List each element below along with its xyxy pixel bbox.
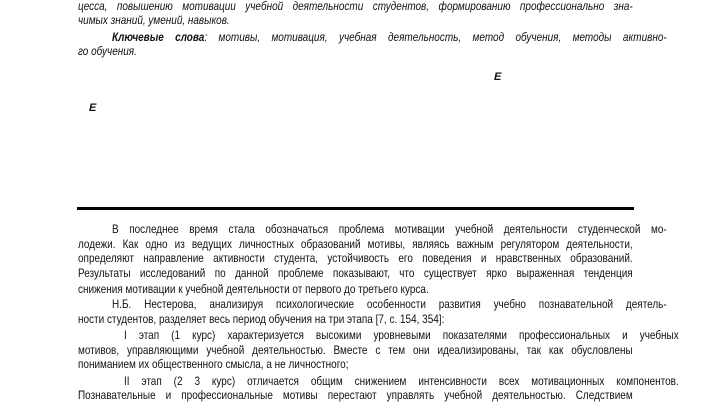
paragraph-line: Н.Б. Нестерова, анализируя психологические особенности развития учебно познавательной деятель- [112,298,667,311]
paragraph-line: Познавательные и профессиональные мотивы перестают управлять учебной деятельностью. Следствием [78,389,633,402]
paragraph-line: В последнее время стала обозначаться проблема мотивации учебной деятельности студенческой мо- [112,223,667,236]
horizontal-rule [77,207,634,210]
keywords-text: : мотивы, мотивация, учебная деятельность, метод обучения, методы активно- [204,31,667,44]
keywords-line: го обучения. [78,45,137,58]
paragraph-line: I этап (1 курс) характеризуется высокими уровневыми показателями профессиональных и учебных [124,329,679,342]
paragraph-line: пониманием их общественного смысла, а не личностного; [78,358,349,371]
keywords-line [78,30,667,45]
paragraph-line: определяют направление активности студента, устойчивость его поведения и нравственных образований. [78,252,633,265]
paragraph-line: II этап (2 3 курс) отличается общим снижением интенсивности всех мотивационных компонентов. [124,375,679,388]
marker-letter: E [494,71,502,83]
paragraph-line: Результаты исследований по данной проблеме показывают, что существует ярко выраженная тенденция [78,267,633,280]
paragraph-line: лодежи. Как одно из ведущих личностных образований мотивы, являясь важным регулятором деятельности, [78,238,633,251]
paragraph-line: ности студентов, разделяет весь период обучения на три этапа [7, с. 154, 354]: [78,313,445,326]
paragraph-line: снижения мотивации к учебной деятельности от первого до третьего курса. [78,283,429,296]
abstract-line: цесса, повышению мотивации учебной деятельности студентов, формированию профессионально зна- [78,0,633,13]
keywords-label: Ключевые слова [112,31,205,44]
abstract-line: чимых знаний, умений, навыков. [78,14,230,27]
marker-letter: E [89,102,97,114]
paragraph-line: мотивов, управляющими учебной деятельностью. Вместе с тем они идеализированы, так как обусловлены [78,344,633,357]
